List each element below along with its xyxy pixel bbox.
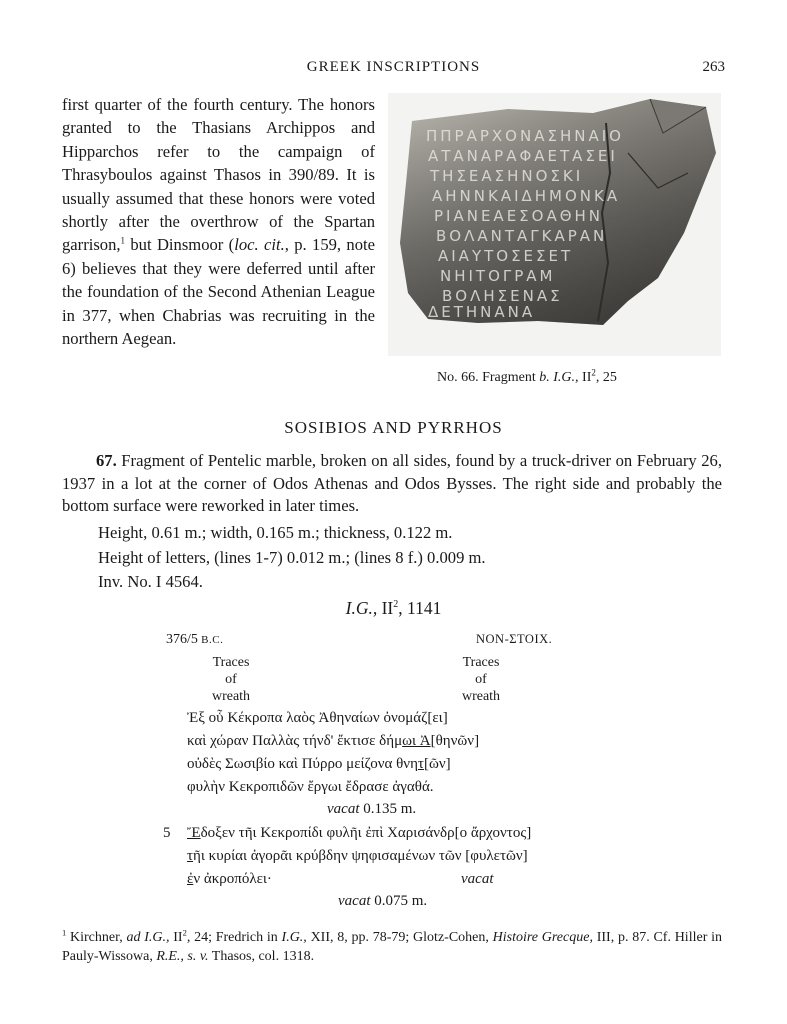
caption-fragment-letter: b.	[539, 370, 550, 385]
svg-text:ΑΤΑΝΑΡΑΦΑΕΤΑΣΕΙ: ΑΤΑΝΑΡΑΦΑΕΤΑΣΕΙ	[428, 147, 618, 165]
traces-left	[191, 654, 271, 705]
line-2-text: καὶ χώραν Παλλὰς τήνδ' ἔκτισε δήμ	[187, 733, 403, 749]
line-6-text: ῆι κυρίαι ἀγορᾶι κρύβδην ψηφισαμένων τῶν [φυλετῶν]	[193, 848, 528, 864]
inscription-line-5	[187, 825, 531, 842]
line-2-restored: [θηνῶν]	[430, 733, 480, 749]
inscription-line-3	[187, 756, 451, 773]
fn-text-3: , 24; Fredrich in	[186, 930, 282, 945]
stone-fragment-image	[388, 93, 721, 356]
vacat-inline	[461, 871, 493, 888]
section-title: SOSIBIOS AND PYRRHOS	[284, 418, 503, 437]
fn-sup: 2	[182, 927, 187, 938]
loc-cit: loc. cit.	[234, 235, 285, 255]
trace-left-2: of	[225, 672, 237, 687]
date-label	[166, 632, 223, 648]
inscription-photo	[388, 93, 721, 356]
line-6-underlined: τ	[187, 848, 194, 864]
entry-text: Fragment of Pentelic marble, broken on all sides, found by a truck-driver on February 26, 1937 in a lot at the corner of Odos Athenas and Odos Bysses. The right side and probably the bottom surface were reworked in later times.	[62, 451, 722, 515]
page-number: 263	[702, 59, 725, 75]
dimensions-line: Height, 0.61 m.; width, 0.165 m.; thickness, 0.122 m.	[98, 523, 453, 542]
svg-text:ΒΟΛΑΝΤΑΓΚΑΡΑΝ: ΒΟΛΑΝΤΑΓΚΑΡΑΝ	[436, 227, 608, 245]
running-title: GREEK INSCRIPTIONS	[306, 59, 481, 75]
line-3-text: οὐδὲς Σωσιβίο καὶ Πύρρο μείζονα θνη	[187, 756, 418, 772]
vacat-2-word: vacat	[338, 893, 371, 909]
caption-sup: 2	[591, 367, 596, 378]
intro-paragraph	[62, 93, 375, 350]
line-1-restored: [ει]	[427, 710, 448, 726]
intro-text-1: first quarter of the fourth century. The honors granted to the Thasians Archippos and Hipparchos refer to the campaign of Thrasyboulos against Thasos in 390/89. It is usually assumed that these honors were voted shortly after the overthrow of the Spartan garrison,	[62, 95, 375, 255]
intro-text-2: but Dinsmoor (	[125, 235, 235, 255]
date-era: B.C.	[197, 634, 224, 646]
svg-text:ΡΙΑΝΕΑΕΣΟΑΘΗΝ: ΡΙΑΝΕΑΕΣΟΑΘΗΝ	[434, 207, 604, 225]
ig-volume: II	[377, 598, 394, 618]
fn-histoire: Histoire Grecque,	[492, 930, 593, 945]
fn-text-6: Thasos, col. 1318.	[208, 949, 315, 964]
svg-text:ΑΗΝΝΚΑΙΔΗΜΟΝΚΑ: ΑΗΝΝΚΑΙΔΗΜΟΝΚΑ	[432, 187, 621, 205]
inventory-line: Inv. No. I 4564.	[98, 572, 203, 591]
trace-right-1: Traces	[462, 655, 500, 670]
date-year: 376/5	[166, 632, 198, 647]
fn-text-2: II	[169, 930, 183, 945]
line-number-5: 5	[163, 825, 171, 841]
letter-height-line: Height of letters, (lines 1-7) 0.012 m.; (lines 8 f.) 0.009 m.	[98, 548, 486, 567]
inscription-line-7	[187, 871, 272, 888]
svg-text:ΠΠΡΑΡΧΟΝΑΣΗΝΑΙΟ: ΠΠΡΑΡΧΟΝΑΣΗΝΑΙΟ	[426, 127, 624, 145]
trace-left-1: Traces	[212, 655, 250, 670]
line-7-text: ν ἀκροπόλει·	[193, 871, 272, 887]
trace-right-2: of	[475, 672, 487, 687]
caption-rest: , 25	[595, 370, 617, 385]
trace-left-3: wreath	[211, 689, 251, 704]
fn-ad-ig: ad I.G.,	[126, 930, 170, 945]
line-1-text: Ἐξ οὗ Κέκροπα λαὸς Ἀθηναίων ὀνομάζ	[187, 710, 428, 726]
line-3-restored: [ῶν]	[423, 756, 451, 772]
fn-text-5: III, p. 87. Cf. Hiller in Pauly-Wissowa,	[62, 930, 722, 964]
inscription-line-6	[187, 848, 528, 865]
caption-volume: II	[578, 370, 592, 385]
traces-right	[441, 654, 521, 705]
nonstoix-label: NON-ΣΤΟΙΧ.	[476, 632, 553, 646]
footnote	[62, 928, 722, 966]
vacat-2	[338, 893, 427, 910]
vacat-1	[327, 801, 416, 818]
svg-text:ΤΗΣΕΑΣΗΝΟΣΚΙ: ΤΗΣΕΑΣΗΝΟΣΚΙ	[430, 167, 584, 185]
figure-caption	[437, 367, 617, 386]
fn-re: R.E., s. v.	[156, 949, 209, 964]
line-5-text: δοξεν τῆι Κεκροπίδι φυλῆι ἐπὶ Χαρισάνδρ[ο ἄρχοντος]	[200, 825, 532, 841]
svg-text:ΑΙΑΥΤΟΣΕΣΕΤ: ΑΙΑΥΤΟΣΕΣΕΤ	[438, 247, 574, 265]
entry-description	[62, 450, 722, 518]
line-2-underlined: ωι Ἀ	[402, 733, 431, 749]
caption-prefix: No. 66. Fragment	[437, 370, 540, 385]
vacat-2-measure: 0.075 m.	[370, 893, 428, 909]
vacat-inline-word: vacat	[461, 871, 494, 887]
intro-text-3: , p. 159, note 6) believes that they were deferred until after the foundation of the Second Athenian League in 377, when Chabrias was recruiting in the northern Aegean.	[62, 235, 375, 349]
trace-right-3: wreath	[461, 689, 501, 704]
vacat-1-word: vacat	[327, 801, 360, 817]
fn-text-4: XII, 8, pp. 78-79; Glotz-Cohen,	[306, 930, 493, 945]
inscription-line-2	[187, 733, 479, 750]
line-5-underlined: Ἔ	[187, 825, 201, 841]
fn-text-1: Kirchner,	[66, 930, 127, 945]
ig-sup: 2	[393, 599, 399, 611]
entry-number: 67.	[96, 451, 117, 470]
svg-text:ΒΟΛΗΣΕΝΑΣ: ΒΟΛΗΣΕΝΑΣ	[442, 287, 563, 305]
line-7-underlined: ἐ	[187, 871, 194, 887]
line-3-underlined: τ	[417, 756, 424, 772]
inscription-line-1	[187, 710, 448, 727]
ig-reference	[0, 598, 787, 619]
footnote-ref[interactable]: 1	[120, 235, 126, 246]
svg-text:ΝΗΙΤΟΓΡΑΜ: ΝΗΙΤΟΓΡΑΜ	[440, 267, 556, 285]
ig-number: , 1141	[398, 598, 442, 618]
inscription-line-4	[187, 779, 434, 796]
fn-ig: I.G.,	[281, 930, 307, 945]
ig-ref: I.G.,	[345, 598, 378, 618]
svg-text:ΔΕΤΗΝΑΝΑ: ΔΕΤΗΝΑΝΑ	[428, 303, 536, 321]
footnote-marker: 1	[62, 927, 67, 938]
line-4-text: φυλὴν Κεκροπιδῶν ἔργωι ἔδρασε ἀγαθά.	[187, 779, 434, 795]
caption-ig: I.G.,	[549, 370, 579, 385]
vacat-1-measure: 0.135 m.	[359, 801, 417, 817]
